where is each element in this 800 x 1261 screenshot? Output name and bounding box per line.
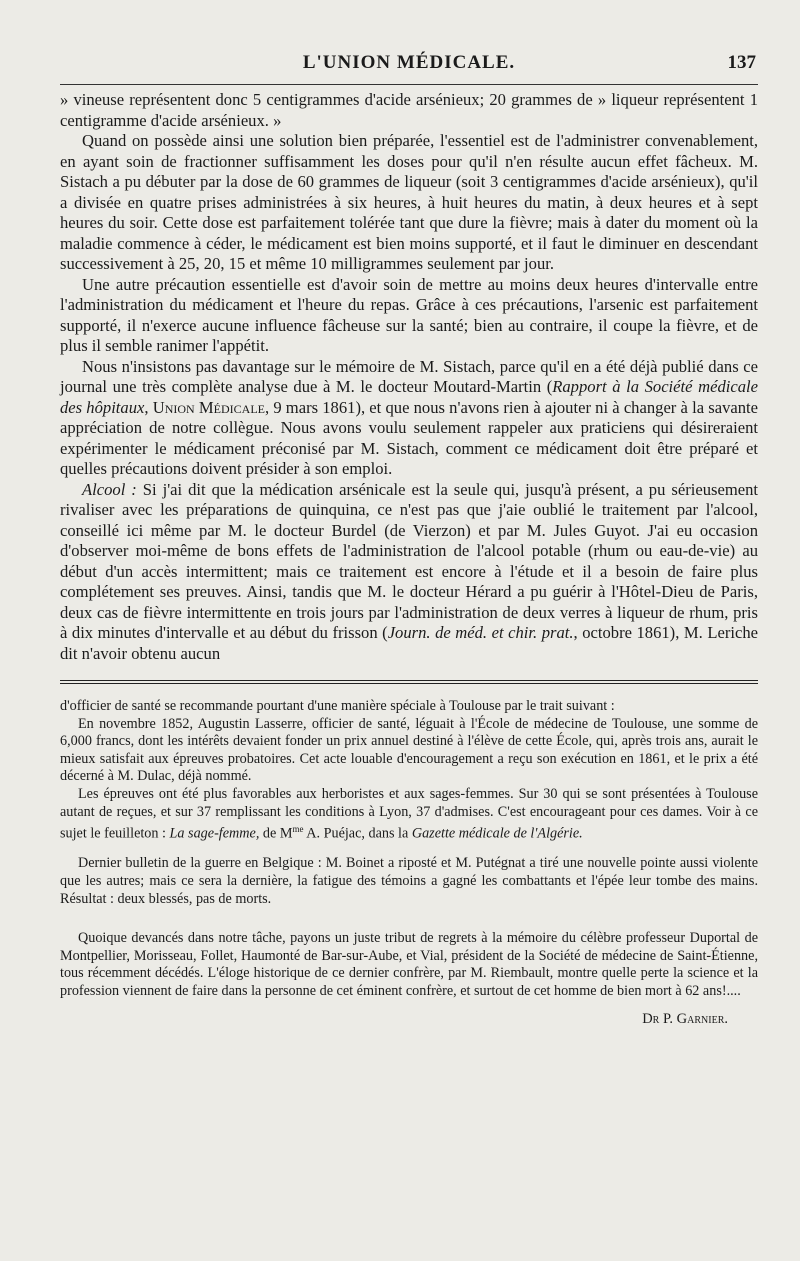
paragraph: Quoique devancés dans notre tâche, payons un juste tribut de regrets à la mémoire du célèbre professeur Duportal de Montpellier, Morisseau, Follet, Haumonté de Bar-sur-Aube, et Vial, président de la Société de médecine de Saint-Étienne, tous récemment décédés. L'éloge historique de ce dernier confrère, par M. Riembault, montre quelle perte la science et la profession viennent de faire dans la personne de cet éminent confrère, et surtout de cet homme de bien mort à 62 ans!.... [60, 930, 758, 1000]
text-run: de M [259, 825, 293, 842]
paragraph: Dernier bulletin de la guerre en Belgique : M. Boinet a riposté et M. Putégnat a tiré une nouvelle pointe aussi violente que les autres; mais ce sera la dernière, la fatigue des témoins a gagné les combattants et l'épée leur tombe des mains. Résultat : deux blessés, pas de morts. [60, 855, 758, 907]
text-run: A. Puéjac, dans la [303, 825, 412, 842]
feuilleton-divider [60, 680, 758, 684]
feuilleton [60, 698, 758, 1028]
section-lead: Alcool : [82, 479, 137, 499]
paragraph: Nous n'insistons pas davantage sur le mémoire de M. Sistach, parce qu'il en a été déjà publié dans ce journal une très complète analyse due à M. le docteur Moutard-Martin (Rapport à la Société médicale des hôpitaux, Union Médicale, 9 mars 1861), et que nous n'avons rien à ajouter ni à changer à la savante appréciation de notre collègue. Nous avons voulu seulement rappeler aux praticiens qui désireraient expérimenter le médicament préconisé par M. Sistach, comment ce médicament doit être préparé et quelles précautions doivent présider à son emploi. [60, 356, 759, 478]
text-run: , octobre 1861), M. Leriche dit n'avoir obtenu aucun [60, 623, 758, 663]
text-run: Si j'ai dit que la médication arsénicale est la seule qui, jusqu'à présent, a pu sérieusement rivaliser avec les préparations de quinquina, ce n'est pas que j'aie oublié le traitement par l'alcool, conseillé ici même par M. le docteur Burdel (de Vierzon) et par M. Jules Guyot. J'ai eu occasion d'observer moi-même de bons effets de l'administration de l'alcool potable (rhum ou eau-de-vie) au début d'un accès intermittent; mais ce traitement est encore à l'étude et il a besoin de faire plus complétement ses preuves. Ainsi, tandis que M. le docteur Hérard a pu guérir à l'Hôtel-Dieu de Paris, deux cas de fièvre intermittente en trois jours par l'administration de deux verres à liqueur de rhum, pris à dix minutes d'intervalle et au début du frisson ( [60, 479, 758, 642]
citation-title: Gazette médicale de l'Algérie. [411, 825, 583, 842]
citation-title: Journ. de méd. et chir. prat. [387, 623, 574, 642]
header-rule [60, 84, 758, 85]
main-article [60, 90, 758, 664]
page-number: 137 [727, 52, 756, 73]
text-run: , 9 mars 1861), et que nous n'avons rien à ajouter ni à changer à la savante appréciation de notre collègue. Nous avons voulu seulement rappeler aux praticiens qui désireraient expérimenter le médicament préconisé par M. Sistach, comment ce médicament doit être préparé et quelles précautions doivent présider à son emploi. [60, 397, 759, 478]
citation-title: Rapport à la Société médicale des hôpitaux [60, 377, 758, 417]
paragraph: d'officier de santé se recommande pourtant d'une manière spéciale à Toulouse par le trait suivant : [60, 698, 615, 714]
paragraph: Quand on possède ainsi une solution bien préparée, l'essentiel est de l'administrer convenablement, en ayant soin de fractionner suffisamment les doses pour qu'il n'en résulte aucun effet fâcheux. M. Sistach a pu débuter par la dose de 60 grammes de liqueur (soit 3 centigrammes d'acide arsénieux), qu'il a divisée en quatre prises administrées à six heures, à huit heures du matin, à deux heures et à sept heures du soir. Cette dose est parfaitement tolérée tant que dure la fièvre; mais à dater du moment où la maladie commence à céder, le médicament est bien moins supporté, et il faut le diminuer en descendant successivement à 25, 20, 15 et même 10 milligrammes seulement par jour. [60, 131, 758, 273]
signature: Dr P. Garnier. [642, 1010, 728, 1027]
paragraph [60, 480, 758, 665]
superscript: me [292, 824, 304, 835]
paragraph: » vineuse représentent donc 5 centigrammes d'acide arsénieux; 20 grammes de » liqueur représentent 1 centigramme d'acide arsénieux. » [60, 90, 758, 130]
text-run: Nous n'insistons pas davantage sur le mémoire de M. Sistach, parce qu'il en a été déjà publié dans ce journal une très complète analyse due à M. le docteur Moutard-Martin ( [60, 356, 758, 396]
running-title: L'UNION MÉDICALE. [302, 52, 516, 73]
paragraph [60, 786, 758, 844]
citation-title: La sage-femme, [169, 825, 260, 842]
paragraph: Une autre précaution essentielle est d'avoir soin de mettre au moins deux heures d'intervalle entre l'administration du médicament et l'heure du repas. Grâce à ces précautions, l'arsenic est parfaitement supporté, il n'exerce aucune influence fâcheuse sur la santé; bien au contraire, il coupe la fièvre, et de plus il semble ranimer l'appétit. [60, 274, 758, 355]
page-header [60, 0, 758, 90]
paragraph: En novembre 1852, Augustin Lasserre, officier de santé, léguait à l'École de médecine de Toulouse, une somme de 6,000 francs, dont les intérêts devaient fonder un prix annuel destiné à l'élève de cette École, qui, après trois ans, aurait le mieux satisfait aux épreuves probatoires. Cet acte louable d'encouragement a reçu son exécution en 1861, et le prix a été décerné à M. Dulac, déjà nommé. [60, 715, 758, 785]
journal-name: Union Médicale [152, 397, 265, 417]
text-run: Les épreuves ont été plus favorables aux herboristes et aux sages-femmes. Sur 30 qui se sont présentées à Toulouse autant de reçues, et sur 37 remplissant les conditions à Lyon, 37 d'admises. C'est encourageant pour ces dames. Voir à ce sujet le feuilleton : [60, 785, 758, 842]
